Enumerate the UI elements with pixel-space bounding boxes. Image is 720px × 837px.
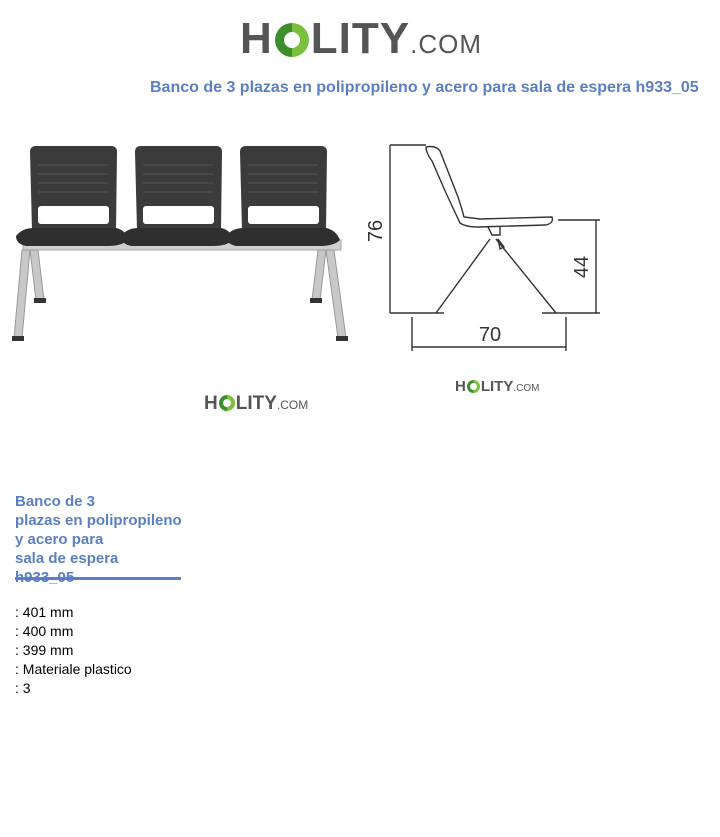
- spec-item: : 399 mm: [15, 642, 74, 658]
- depth-dimension-label: 70: [478, 324, 502, 346]
- product-photo: [8, 140, 353, 350]
- spec-item: : 400 mm: [15, 623, 74, 639]
- spec-list: [15, 603, 132, 698]
- spec-item: : Materiale plastico: [15, 661, 132, 677]
- logo-o-icon: [467, 380, 480, 393]
- seat-height-dimension-label: 44: [571, 255, 593, 279]
- height-dimension-label: 76: [365, 219, 387, 243]
- holity-logo[interactable]: H LITY .COM: [240, 14, 482, 63]
- holity-logo-small: H LITY .COM: [204, 393, 309, 414]
- holity-logo-small-drawing: H LITY .COM: [455, 378, 540, 395]
- spec-item: : 401 mm: [15, 604, 74, 620]
- spec-item: : 3: [15, 680, 31, 696]
- page-title: Banco de 3 plazas en polipropileno y acero para sala de espera h933_05: [150, 79, 699, 96]
- logo-o-icon: [275, 23, 309, 57]
- title-underline: [15, 577, 181, 580]
- technical-drawing: [360, 135, 610, 360]
- logo-o-icon: [219, 395, 235, 411]
- product-name: Banco de 3 plazas en polipropileno y acero para sala de espera: [15, 493, 182, 567]
